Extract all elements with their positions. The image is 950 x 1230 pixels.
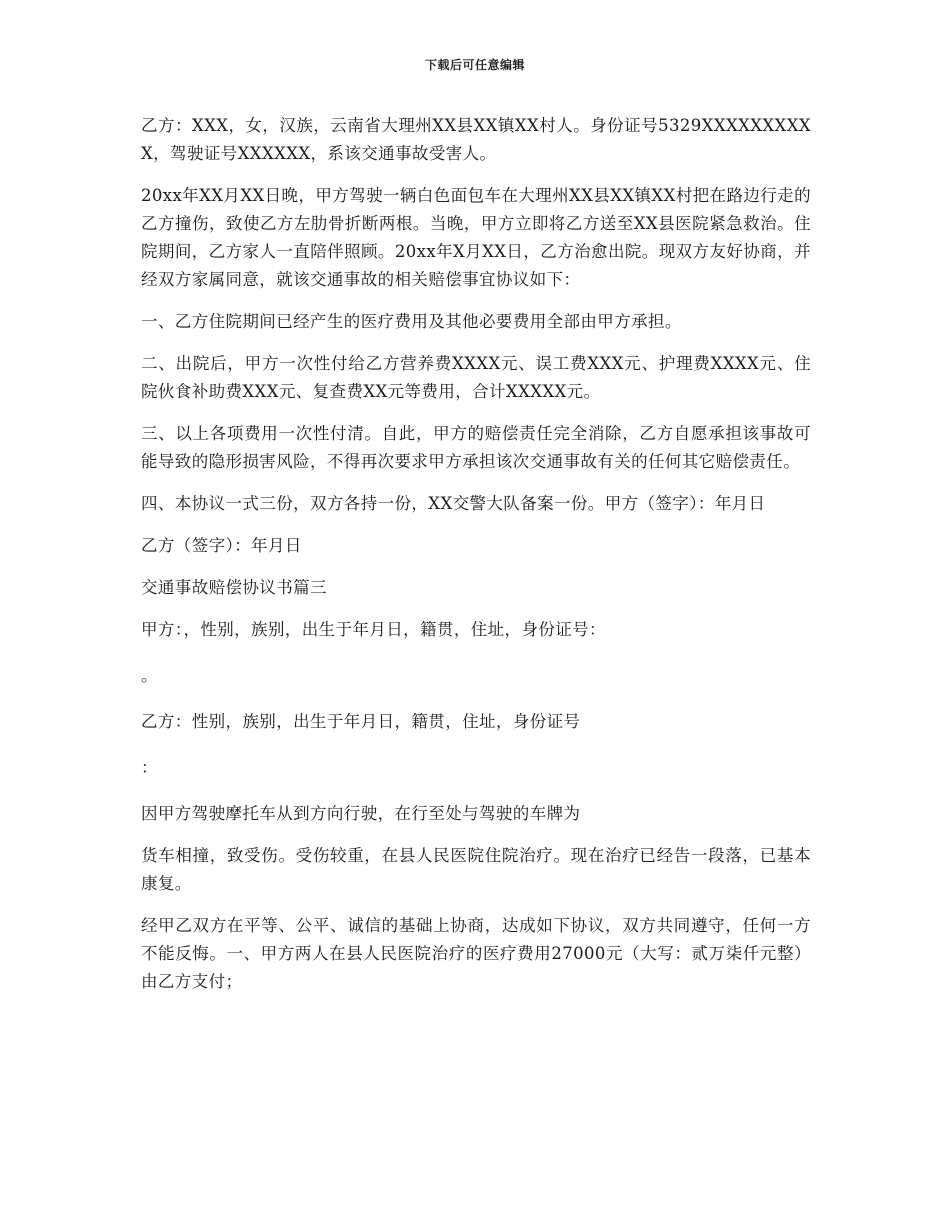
party-b-signature: 乙方（签字）：年月日: [141, 536, 302, 555]
page-header: 下载后可任意编辑: [424, 58, 525, 72]
party-b-info-2: 乙方：性别，族别，出生于年月日，籍贯，住址，身份证号: [141, 712, 581, 731]
injury-status: 货车相撞，致受伤。受伤较重，在县人民医院住院治疗。现在治疗已经告一段落，已基本康复。: [141, 846, 811, 893]
party-a-info: 甲方：，性别，族别，出生于年月日，籍贯，住址，身份证号：: [141, 620, 606, 639]
agreement-terms: 经甲乙双方在平等、公平、诚信的基础上协商，达成如下协议，双方共同遵守，任何一方不能反悔。一、甲方两人在县人民医院治疗的医疗费用27000元（大写：贰万柒仟元整）由乙方支付；: [141, 916, 811, 991]
clause-4: 四、本协议一式三份，双方各持一份，XX交警大队备案一份。甲方（签字）：年月日: [141, 494, 766, 513]
accident-description: 20xx年XX月XX日晚，甲方驾驶一辆白色面包车在大理州XX县XX镇XX村把在路边行走的乙方撞伤，致使乙方左肋骨折断两根。当晚，甲方立即将乙方送至XX县医院紧急救治。住院期间，乙方家人一直陪伴照顾。20xx年X月XX日，乙方治愈出院。现双方友好协商，并经双方家属同意，就该交通事故的相关赔偿事宜协议如下：: [141, 186, 811, 289]
clause-1: 一、乙方住院期间已经产生的医疗费用及其他必要费用全部由甲方承担。: [141, 312, 682, 331]
section-title: 交通事故赔偿协议书篇三: [141, 578, 327, 597]
party-a-info-end: 。: [141, 666, 158, 685]
clause-3: 三、以上各项费用一次性付清。自此，甲方的赔偿责任完全消除，乙方自愿承担该事故可能导致的隐形损害风险，不得再次要求甲方承担该次交通事故有关的任何其它赔偿责任。: [141, 424, 811, 471]
party-b-info: 乙方：XXX，女，汉族，云南省大理州XX县XX镇XX村人。身份证号5329XXXXXXXXXX，驾驶证号XXXXXX，系该交通事故受害人。: [141, 116, 811, 163]
party-b-info-2-end: ：: [141, 758, 158, 777]
document-body: [141, 112, 811, 1010]
clause-2: 二、出院后，甲方一次性付给乙方营养费XXXX元、误工费XXX元、护理费XXXX元、住院伙食补助费XXX元、复查费XX元等费用，合计XXXXX元。: [141, 354, 811, 401]
accident-cause: 因甲方驾驶摩托车从到方向行驶，在行至处与驾驶的车牌为: [141, 804, 581, 823]
